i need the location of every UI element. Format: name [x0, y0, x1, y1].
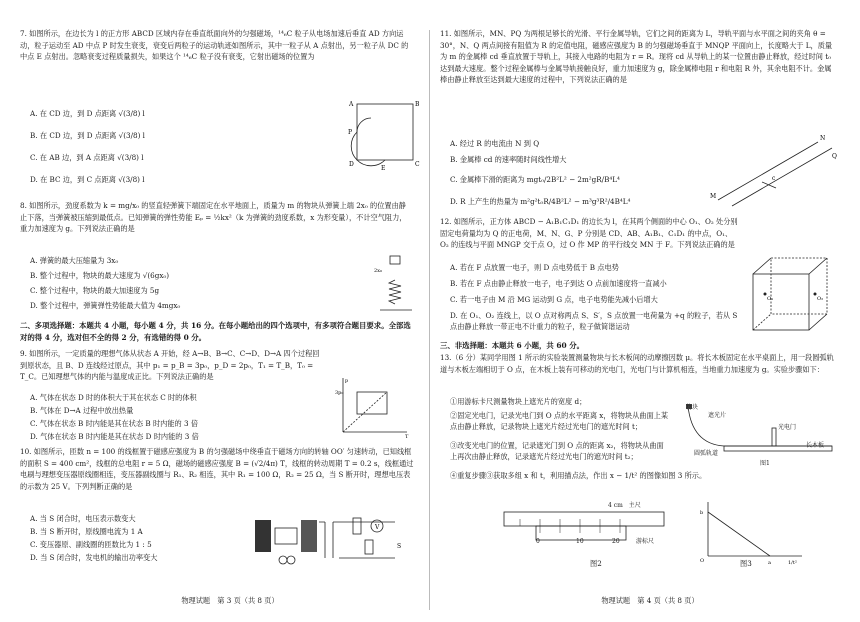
q13-stem: 13.（6 分）某同学用图 1 所示的实验装置测量物块与长木板间的动摩擦因数 μ。将长木板固定在水平桌面上，用一段圆弧轨道与木板左端相切于 O 点，在木板上装有可移动的光电门，光电门与计算机相连，当地重力加速度为 g。实验步骤如下：	[440, 353, 834, 374]
svg-text:p: p	[345, 378, 349, 384]
q12-option-a: A. 若在 F 点放置一电子，则 D 点电势低于 B 点电势	[450, 263, 619, 272]
page-3-footer: 物理试题 第 3 页（共 8 页）	[181, 596, 279, 605]
svg-text:M: M	[710, 193, 717, 200]
q10-generator-figure	[245, 508, 415, 573]
q12-cube-figure	[745, 250, 835, 338]
fig1-label-shade: 遮光片	[708, 412, 727, 419]
q12-option-c: C. 若一电子由 M 沿 MG 运动到 G 点，电子电势能先减小后增大	[450, 295, 658, 304]
q9-stem: 9. 如图所示，一定质量的理想气体从状态 A 开始，经 A→B、B→C、C→D、D→A 四个过程回到原状态，且 B、D 连线经过原点，其中 p₁ = p_B = 3p₀，p_D = 2p₀，T₁ = T_B，T₀ = T_C。已知理想气体的内能与温度成正比。下列说法正确的是	[20, 349, 320, 381]
q10-option-d: D. 当 S 闭合时，发电机的输出功率变大	[30, 553, 158, 562]
svg-text:O₂: O₂	[817, 296, 824, 302]
q7-option-b: B. 在 CD 边，到 D 点距离 √(3/8) l	[30, 131, 145, 140]
svg-text:D: D	[349, 161, 354, 168]
q8-option-b: B. 整个过程中，物块的最大速度为 √(6gx₀)	[30, 271, 170, 280]
q11-option-b: B. 金属棒 cd 的速率随时间线性增大	[450, 155, 567, 164]
svg-text:3p₀: 3p₀	[335, 390, 344, 396]
q13-step-2: ②固定光电门，记录光电门到 O 点的水平距离 x，将物块从曲面上某点由静止释放，记录物块上遮光片经过光电门的遮光时间 t；	[450, 411, 669, 431]
fig2-vernier-label: 游标尺	[636, 538, 655, 545]
fig2-vernier-20: 20	[612, 538, 620, 545]
svg-text:E: E	[381, 165, 386, 172]
section-2-heading: 二、多项选择题：本题共 4 小题，每小题 4 分，共 16 分。在每小题给出的四个选项中，有多项符合题目要求。全部选对的得 4 分，选对但不全的得 2 分，有选错的得 0 分。	[20, 321, 411, 342]
svg-text:V: V	[375, 524, 380, 531]
section-3-heading: 三、非选择题：本题共 6 小题，共 60 分。	[440, 341, 584, 350]
fig1-label-arc: 圆弧轨道	[694, 450, 719, 457]
svg-text:c: c	[772, 175, 776, 182]
q9-option-c: C. 气体在状态 B 时内能是其在状态 B 时内能的 3 倍	[30, 419, 199, 428]
svg-text:N: N	[820, 135, 826, 142]
page-3	[20, 28, 440, 622]
svg-text:P: P	[348, 129, 353, 136]
q8-option-d: D. 整个过程中，弹簧弹性势能最大值为 4mgx₀	[30, 301, 181, 310]
q7-option-c: C. 在 AB 边，到 A 点距离 √(3/8) l	[30, 153, 144, 162]
svg-text:T: T	[405, 434, 409, 438]
svg-text:b: b	[700, 510, 704, 516]
fig2-caption: 图2	[590, 559, 602, 568]
q11-option-a: A. 经过 R 的电流由 N 到 Q	[450, 139, 540, 148]
fig1-caption: 图1	[760, 460, 770, 467]
fig1-label-board: 长木板	[806, 442, 825, 449]
page-4-footer: 物理试题 第 4 页（共 8 页）	[601, 596, 699, 605]
q13-step-3: ③改变光电门的位置，记录遮光门到 O 点的距离 x₂，将物块从曲面上再次由静止释放，记录遮光片经过光电门的遮光时间 t₂；	[450, 441, 664, 461]
q7-figure	[345, 94, 425, 186]
q9-option-a: A. 气体在状态 D 时的体积大于其在状态 C 时的体积	[30, 393, 197, 402]
q12-option-b: B. 若在 F 点由静止释放一电子，电子到达 O 点前加速度将一直减小	[450, 279, 667, 288]
q11-rail-figure	[710, 128, 840, 208]
svg-text:1/t²: 1/t²	[788, 560, 797, 566]
page-4	[440, 28, 860, 622]
q11-option-d: D. R 上产生的热量为 m²g²t₀R/4B²L² − m³g³R²/4B⁴L⁴	[450, 197, 631, 206]
svg-text:O₁: O₁	[767, 296, 774, 302]
svg-text:B: B	[415, 101, 420, 108]
q12-option-d: D. 在 O₁、O₂ 连线上，以 O 点对称两点 S、S′，S 点放置一电荷量为 +q 的粒子，若从 S 点由静止释放一带正电不计重力的粒子，粒子做简谐运动	[450, 311, 738, 331]
svg-text:a: a	[768, 560, 771, 566]
fig3-caption: 图3	[740, 559, 752, 568]
q12-stem: 12. 如图所示，正方体 ABCD − A₁B₁C₁D₁ 的边长为 l，在其两个侧面的中心 O₁、O₂ 处分别固定电荷量均为 Q 的正电荷，M、N、G、P 分别是 CD、AB、A₁B₁、C₁D₁ 的中点，O₁、O₂ 的连线与平面 MNGP 交于点 O，过 O 作 MP 的平行线交 MN 于 F。下列说法正确的是	[440, 217, 738, 249]
q10-option-b: B. 当 S 断开时，原线圈电流为 1 A	[30, 527, 143, 536]
fig2-vernier-10: 10	[576, 538, 584, 545]
q7-option-d: D. 在 BC 边，到 C 点距离 √(3/8) l	[30, 175, 145, 184]
svg-text:Q: Q	[832, 153, 837, 160]
q8-spring-figure	[372, 250, 422, 320]
svg-text:A: A	[349, 101, 354, 108]
q9-option-d: D. 气体在状态 B 时内能是其在状态 D 时内能的 3 倍	[30, 432, 199, 441]
q10-option-a: A. 当 S 闭合时，电压表示数变大	[30, 514, 136, 523]
svg-text:2x₀: 2x₀	[374, 268, 383, 274]
q8-stem: 8. 如图所示，劲度系数为 k = mg/x₀ 的竖直轻弹簧下端固定在水平地面上，质量为 m 的物块从弹簧上端 2x₀ 的位置由静止下落，当弹簧被压缩到最低点。已知弹簧的弹性势能 Eₚ = ½kx²（k 为弹簧的劲度系数，x 为形变量），不计空气阻力，重力加速度为 g。下列说法正确的是	[20, 201, 407, 233]
q11-option-c: C. 金属棒下滑的距离为 mgt₀/2B²L² − 2m²gR/B⁴L⁴	[450, 175, 620, 184]
q9-option-b: B. 气体在 D→A 过程中放出热量	[30, 406, 134, 415]
svg-text:C: C	[415, 161, 420, 168]
q7-stem: 7. 如图所示，在边长为 l 的正方形 ABCD 区域内存在垂直纸面向外的匀强磁场，¹⁴₆C 粒子从电场加速后垂直 AD 方向运动，粒子运动至 AD 中点 P 时发生衰变，衰变后两粒子的运动轨迹如图所示，其中一粒子从 A 点射出，另一粒子从 DC 的中点 E 点射出。忽略衰变过程质量损失，如果这个 ¹⁴₆C 粒子没有衰变，它射出磁场的位置为	[20, 29, 409, 61]
fig1-label-block: 物块	[686, 404, 699, 411]
svg-text:S: S	[397, 543, 402, 550]
q8-option-c: C. 整个过程中，物块的最大加速度为 5g	[30, 286, 160, 295]
fig2-ruler-label: 4 cm 主尺	[608, 502, 641, 509]
fig2-vernier-0: 0	[536, 538, 540, 545]
q10-option-c: C. 变压器原、副线圈的匝数比为 1 : 5	[30, 540, 152, 549]
fig1-label-gate: 光电门	[778, 424, 797, 431]
q8-option-a: A. 弹簧的最大压缩量为 3x₀	[30, 256, 119, 265]
q13-step-4: ④重复步骤③获取多组 x 和 t，利用描点法，作出 x − 1/t² 的图像如图 3 所示。	[450, 471, 707, 480]
q10-stem: 10. 如图所示，匝数 n = 100 的线框置于磁感应强度为 B 的匀强磁场中绕垂直于磁场方向的转轴 OO′ 匀速转动，已知线框的面积 S = 400 cm²，线框的总电阻 r = 5 Ω，磁场的磁感应强度 B = (√2/4π) T，线框的转动周期 T = 0.2 s，线框通过电刷与理想变压器原线圈相连，变压器副线圈与 R₁、R₂ 相连，其中 R₁ = 100 Ω，R₂ = 25 Ω，当 S 断开时，理想电压表的示数为 25 V。下列判断正确的是	[20, 447, 414, 491]
q11-stem: 11. 如图所示，MN、PQ 为两根足够长的光滑、平行金属导轨，它们之间的距离为 L，导轨平面与水平面之间的夹角 θ = 30°，N、Q 两点间接有阻值为 R 的定值电阻，磁感应强度为 B 的匀强磁场垂直于 MNQP 平面向上，长度略大于 L，质量为 m 的金属棒 cd 垂直放置于导轨上，其接入电路的电阻为 r = R。现将 cd 从导轨上的某一位置由静止释放，经过时间 t₀ 达到最大速度。整个过程金属棒与金属导轨接触良好，重力加速度为 g，除金属棒电阻 r 和电阻 R 外，其余电阻不计。金属棒由静止释放至达到最大速度的过程中，下列说法正确的是	[440, 29, 833, 84]
svg-text:O: O	[700, 558, 705, 564]
q9-pt-figure	[335, 374, 415, 438]
q7-option-a: A. 在 CD 边，到 D 点距离 √(3/8) l	[30, 109, 145, 118]
q13-step-1: ①用游标卡尺测量物块上遮光片的宽度 d；	[450, 397, 587, 406]
